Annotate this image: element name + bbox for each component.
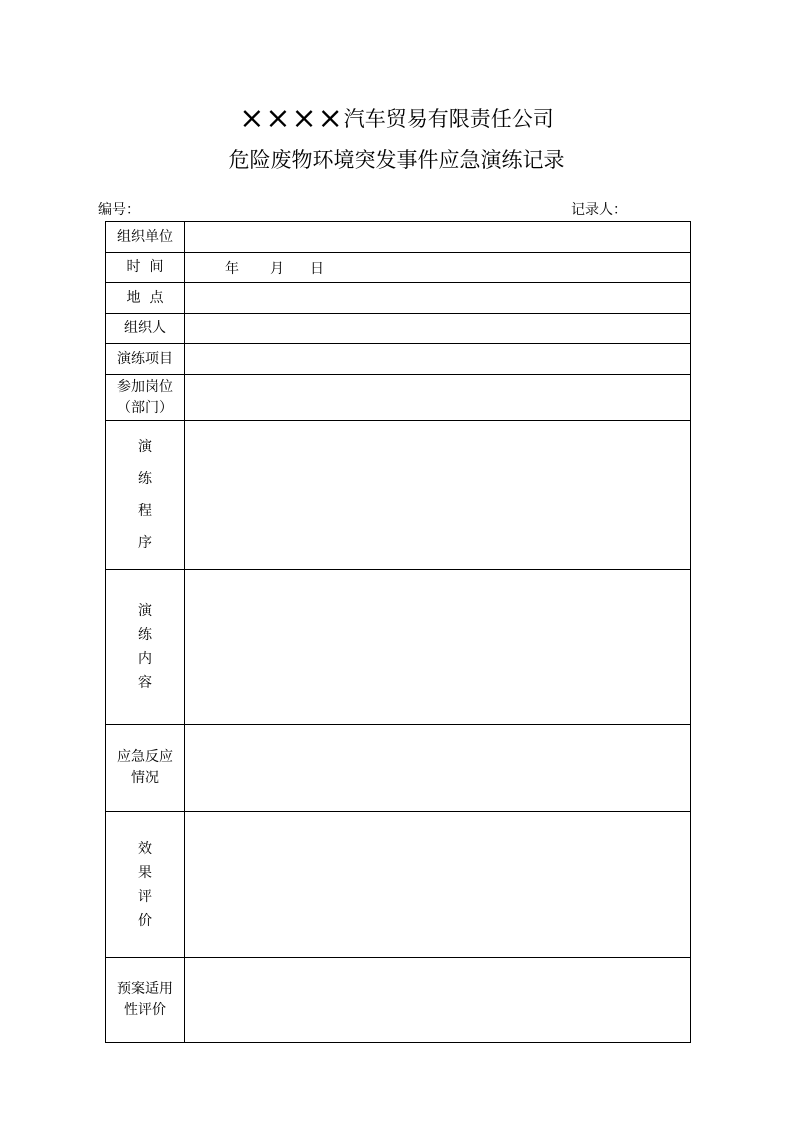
label-content-char-2: 练	[138, 627, 152, 643]
label-drill-item: 演练项目	[106, 344, 185, 375]
field-plan-evaluation[interactable]	[185, 958, 691, 1043]
row-location	[106, 283, 691, 314]
label-plan-evaluation-line1: 预案适用	[117, 981, 173, 997]
row-participants	[106, 375, 691, 421]
label-organizer-unit: 组织单位	[106, 222, 185, 253]
label-effect-char-4: 价	[138, 912, 152, 929]
row-effect	[106, 812, 691, 958]
label-procedure-char-4: 序	[138, 535, 152, 551]
field-content[interactable]	[185, 570, 691, 725]
label-plan-evaluation-line2: 性评价	[124, 1002, 166, 1018]
company-placeholder-marks: ××××	[239, 101, 344, 136]
form-title: 危险废物环境突发事件应急演练记录	[228, 148, 565, 172]
label-organizer: 组织人	[106, 314, 185, 344]
field-procedure[interactable]	[185, 421, 691, 570]
label-plan-evaluation	[106, 958, 185, 1043]
field-response[interactable]	[185, 725, 691, 812]
date-year-label: 年	[225, 260, 239, 277]
label-effect-char-1: 效	[138, 840, 152, 857]
label-procedure	[106, 421, 185, 570]
label-content-char-4: 容	[138, 675, 152, 691]
field-organizer-unit[interactable]	[185, 222, 691, 253]
row-time	[106, 253, 691, 283]
row-procedure	[106, 421, 691, 570]
date-month-label: 月	[270, 260, 284, 277]
row-plan-evaluation	[106, 958, 691, 1043]
date-day-label: 日	[310, 260, 324, 277]
label-procedure-char-2: 练	[138, 471, 152, 487]
label-response-line1: 应急反应	[117, 749, 173, 765]
row-drill-item	[106, 344, 691, 375]
label-effect-char-2: 果	[138, 864, 152, 881]
company-name: 汽车贸易有限责任公司	[343, 107, 554, 131]
recorder-label: 记录人：	[571, 202, 627, 218]
label-response	[106, 725, 185, 812]
row-content	[106, 570, 691, 725]
date-parts	[185, 258, 690, 278]
field-effect[interactable]	[185, 812, 691, 958]
label-procedure-char-1: 演	[138, 439, 152, 455]
label-time: 时 间	[106, 253, 185, 283]
row-organizer	[106, 314, 691, 344]
label-content-char-1: 演	[138, 603, 152, 619]
field-location[interactable]	[185, 283, 691, 314]
label-participants-line1: 参加岗位	[117, 378, 173, 395]
label-effect-char-3: 评	[138, 888, 152, 905]
label-effect	[106, 812, 185, 958]
label-content-char-3: 内	[138, 651, 152, 667]
row-response	[106, 725, 691, 812]
label-participants	[106, 375, 185, 421]
serial-number-label: 编号：	[98, 202, 140, 218]
field-organizer[interactable]	[185, 314, 691, 344]
label-participants-line2: （部门）	[117, 399, 173, 416]
label-location: 地 点	[106, 283, 185, 314]
field-participants[interactable]	[185, 375, 691, 421]
field-drill-item[interactable]	[185, 344, 691, 375]
label-response-line2: 情况	[131, 770, 159, 786]
drill-record-table	[105, 221, 691, 1043]
label-content	[106, 570, 185, 725]
label-procedure-char-3: 程	[138, 503, 152, 519]
field-date[interactable]	[185, 253, 691, 283]
company-title	[0, 102, 793, 136]
row-organizer-unit	[106, 222, 691, 253]
